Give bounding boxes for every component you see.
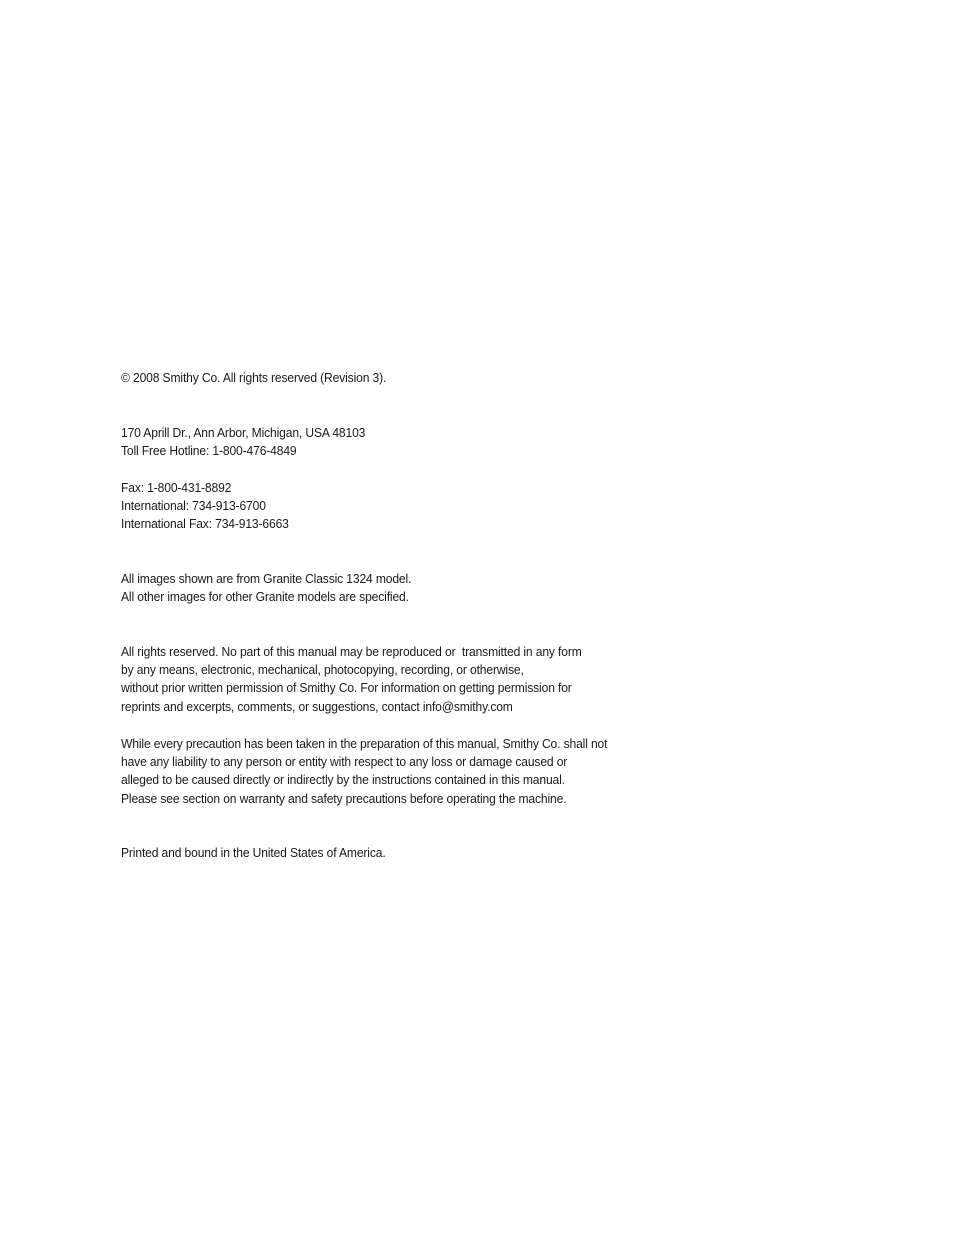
street-address: 170 Aprill Dr., Ann Arbor, Michigan, USA 48103 xyxy=(121,425,366,440)
international-fax: International Fax: 734-913-6663 xyxy=(121,516,289,532)
international-phone: International: 734-913-6700 xyxy=(121,498,266,514)
toll-free-hotline: Toll Free Hotline: 1-800-476-4849 xyxy=(121,443,297,459)
copyright-notice xyxy=(121,369,841,387)
liability-line: alleged to be caused directly or indirectly by the instructions contained in this manual. xyxy=(121,772,565,788)
rights-line: without prior written permission of Smithy Co. For information on getting permission for xyxy=(121,680,572,696)
rights-paragraph xyxy=(121,643,841,716)
rights-line: All rights reserved. No part of this manual may be reproduced or transmitted in any form xyxy=(121,644,582,659)
fax-number: Fax: 1-800-431-8892 xyxy=(121,480,232,495)
liability-paragraph xyxy=(121,735,841,808)
printed-line: Printed and bound in the United States of America. xyxy=(121,845,386,860)
copyright-line: © 2008 Smithy Co. All rights reserved (Revision 3). xyxy=(121,370,387,385)
printed-notice xyxy=(121,844,841,862)
liability-line: While every precaution has been taken in the preparation of this manual, Smithy Co. shall not xyxy=(121,736,608,751)
liability-line: Please see section on warranty and safety precautions before operating the machine. xyxy=(121,790,567,806)
images-note-line: All other images for other Granite models are specified. xyxy=(121,589,409,605)
images-note xyxy=(121,570,841,606)
address-block xyxy=(121,424,841,460)
liability-line: have any liability to any person or entity with respect to any loss or damage caused or xyxy=(121,754,568,770)
rights-line: reprints and excerpts, comments, or suggestions, contact info@smithy.com xyxy=(121,698,513,714)
rights-line: by any means, electronic, mechanical, photocopying, recording, or otherwise, xyxy=(121,662,524,678)
contact-numbers xyxy=(121,479,841,534)
images-note-line: All images shown are from Granite Classic 1324 model. xyxy=(121,571,412,586)
